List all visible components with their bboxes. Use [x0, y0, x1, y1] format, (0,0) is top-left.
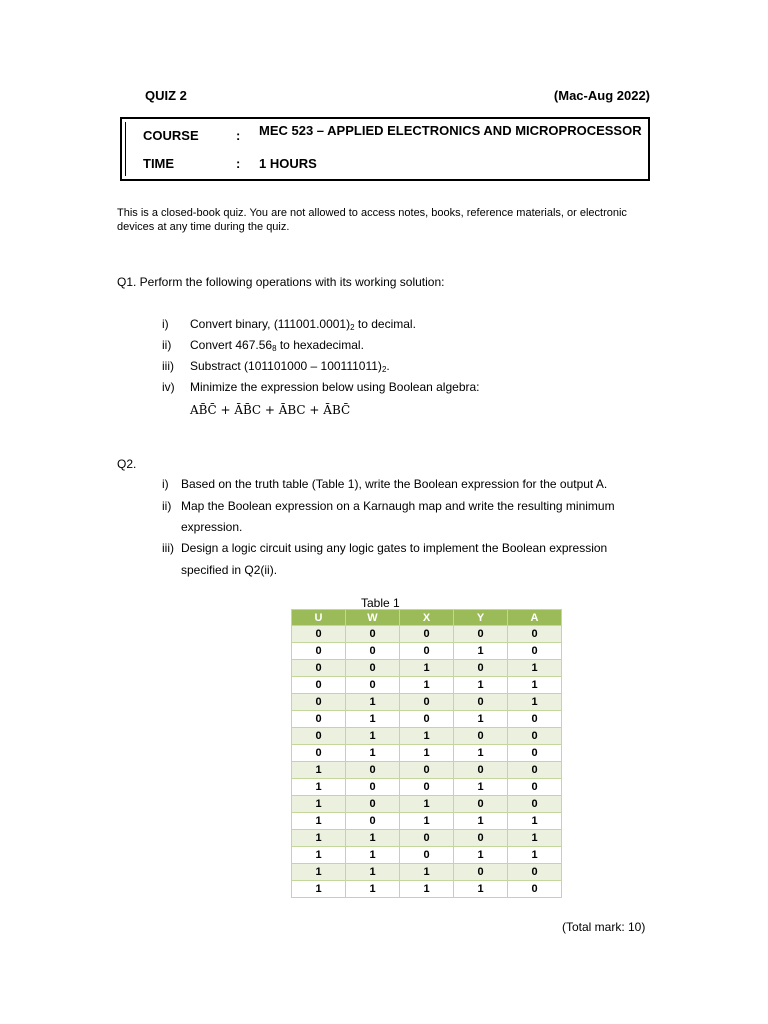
table-cell: 0: [292, 745, 346, 762]
table-cell: 0: [454, 864, 508, 881]
table-cell: 1: [454, 881, 508, 898]
table-cell: 0: [508, 779, 562, 796]
table-row: [292, 660, 562, 677]
table-row: [292, 694, 562, 711]
table-cell: 0: [346, 626, 400, 643]
table-cell: 1: [292, 779, 346, 796]
course-info-inner-border: [125, 122, 648, 176]
table-cell: 1: [346, 728, 400, 745]
table-cell: 1: [454, 745, 508, 762]
table-cell: 1: [292, 864, 346, 881]
table-cell: 0: [346, 796, 400, 813]
column-header: A: [508, 610, 562, 626]
table-cell: 1: [292, 847, 346, 864]
q2-item-text: expression.: [181, 520, 243, 534]
time-label: TIME: [143, 156, 175, 171]
table-cell: 0: [400, 711, 454, 728]
table-cell: 1: [454, 847, 508, 864]
table-row: [292, 779, 562, 796]
quiz-title: QUIZ 2: [145, 88, 187, 103]
table-cell: 0: [400, 779, 454, 796]
table-cell: 1: [292, 881, 346, 898]
q2-item-number: iii): [162, 541, 174, 555]
column-header: X: [400, 610, 454, 626]
table-cell: 1: [400, 660, 454, 677]
table-row: [292, 847, 562, 864]
course-value: MEC 523 – APPLIED ELECTRONICS AND MICROPROCESSOR: [259, 123, 642, 138]
q1-item-text: Convert binary, $(111001.0001)_2$ to decimal.: [190, 317, 416, 332]
table-cell: 0: [400, 762, 454, 779]
table-cell: 1: [508, 830, 562, 847]
table-cell: 0: [400, 643, 454, 660]
q1-heading: Q1. Perform the following operations with its working solution:: [117, 275, 445, 289]
table-cell: 0: [454, 830, 508, 847]
course-label: COURSE: [143, 128, 199, 143]
course-info-box: [120, 117, 650, 181]
table-cell: 1: [346, 830, 400, 847]
table-cell: 1: [292, 830, 346, 847]
q1-item-text: Convert $467.56_8$ to hexadecimal.: [190, 338, 364, 353]
table-cell: 0: [292, 626, 346, 643]
table-row: [292, 864, 562, 881]
table-cell: 1: [346, 711, 400, 728]
q1-item-number: iv): [162, 380, 175, 394]
truth-table-body: [292, 626, 562, 898]
boolean-expression: AB̄C̄ + ĀB̄C + ĀBC + ĀBC̄: [190, 403, 351, 417]
table-cell: 1: [346, 745, 400, 762]
table-cell: 0: [400, 847, 454, 864]
q2-item-text: Design a logic circuit using any logic gates to implement the Boolean expression: [181, 541, 608, 555]
table-row: [292, 677, 562, 694]
table-cell: 1: [292, 813, 346, 830]
table-cell: 1: [454, 677, 508, 694]
table-cell: 1: [400, 728, 454, 745]
q2-item-number: i): [162, 477, 169, 491]
table-cell: 1: [454, 711, 508, 728]
table-row: [292, 643, 562, 660]
q2-item-text: Based on the truth table (Table 1), write the Boolean expression for the output A.: [181, 477, 608, 491]
table-cell: 0: [400, 830, 454, 847]
table-cell: 1: [292, 762, 346, 779]
instructions: This is a closed-book quiz. You are not allowed to access notes, books, reference materials, or electronic devices at any time during the quiz.: [117, 207, 627, 233]
table-cell: 1: [346, 694, 400, 711]
table-cell: 0: [508, 881, 562, 898]
table-cell: 0: [454, 762, 508, 779]
time-value: 1 HOURS: [259, 156, 317, 171]
table-cell: 1: [400, 813, 454, 830]
table-cell: 0: [454, 660, 508, 677]
table-cell: 1: [400, 796, 454, 813]
table-row: [292, 830, 562, 847]
column-header: W: [346, 610, 400, 626]
table-cell: 0: [292, 728, 346, 745]
table-cell: 1: [454, 813, 508, 830]
course-colon: :: [236, 128, 241, 143]
table-row: [292, 762, 562, 779]
truth-table: [291, 609, 562, 898]
q2-heading: Q2.: [117, 457, 137, 471]
total-mark: (Total mark: 10): [562, 920, 646, 934]
table-cell: 1: [400, 881, 454, 898]
q1-item-number: i): [162, 317, 169, 331]
q1-item-number: iii): [162, 359, 174, 373]
table-cell: 1: [508, 677, 562, 694]
table-cell: 0: [292, 711, 346, 728]
table-row: [292, 796, 562, 813]
q1-item-number: ii): [162, 338, 172, 352]
q1-item-text: Substract $(101101000 - 100111011)_2$.: [190, 359, 390, 374]
table-cell: 0: [292, 643, 346, 660]
table-cell: 1: [508, 847, 562, 864]
table-cell: 0: [346, 813, 400, 830]
table-cell: 1: [346, 864, 400, 881]
table-cell: 1: [346, 881, 400, 898]
table-cell: 0: [292, 694, 346, 711]
table-cell: 1: [400, 677, 454, 694]
table-row: [292, 881, 562, 898]
q2-item-text: specified in Q2(ii).: [181, 563, 278, 577]
q2-item-number: ii): [162, 499, 172, 513]
table-cell: 0: [454, 626, 508, 643]
table-cell: 0: [508, 864, 562, 881]
table-cell: 1: [508, 813, 562, 830]
time-colon: :: [236, 156, 241, 171]
table-row: [292, 745, 562, 762]
table-cell: 0: [508, 728, 562, 745]
table-cell: 0: [454, 694, 508, 711]
table-cell: 0: [508, 643, 562, 660]
column-header: U: [292, 610, 346, 626]
column-header: Y: [454, 610, 508, 626]
table-row: [292, 711, 562, 728]
table-row: [292, 626, 562, 643]
table-cell: 0: [346, 779, 400, 796]
q2-item-text: Map the Boolean expression on a Karnaugh map and write the resulting minimum: [181, 499, 615, 513]
q1-item-text: Minimize the expression below using Boolean algebra:: [190, 380, 480, 394]
table-cell: 0: [508, 762, 562, 779]
table-cell: 0: [292, 660, 346, 677]
table-cell: 0: [400, 626, 454, 643]
table-caption: Table 1: [361, 596, 400, 610]
table-cell: 0: [508, 796, 562, 813]
table-cell: 0: [454, 728, 508, 745]
table-cell: 0: [508, 745, 562, 762]
table-cell: 0: [508, 626, 562, 643]
table-cell: 0: [292, 677, 346, 694]
table-row: [292, 728, 562, 745]
table-cell: 1: [400, 745, 454, 762]
table-cell: 0: [454, 796, 508, 813]
table-cell: 1: [454, 643, 508, 660]
table-cell: 0: [508, 711, 562, 728]
quiz-session: (Mac-Aug 2022): [553, 88, 650, 103]
table-cell: 1: [508, 694, 562, 711]
table-cell: 0: [346, 762, 400, 779]
table-cell: 0: [346, 660, 400, 677]
table-cell: 1: [508, 660, 562, 677]
table-cell: 1: [400, 864, 454, 881]
table-cell: 0: [346, 677, 400, 694]
table-cell: 1: [454, 779, 508, 796]
table-cell: 0: [400, 694, 454, 711]
table-row: [292, 813, 562, 830]
table-cell: 0: [346, 643, 400, 660]
table-cell: 1: [346, 847, 400, 864]
table-cell: 1: [292, 796, 346, 813]
table-header-row: [292, 610, 562, 626]
